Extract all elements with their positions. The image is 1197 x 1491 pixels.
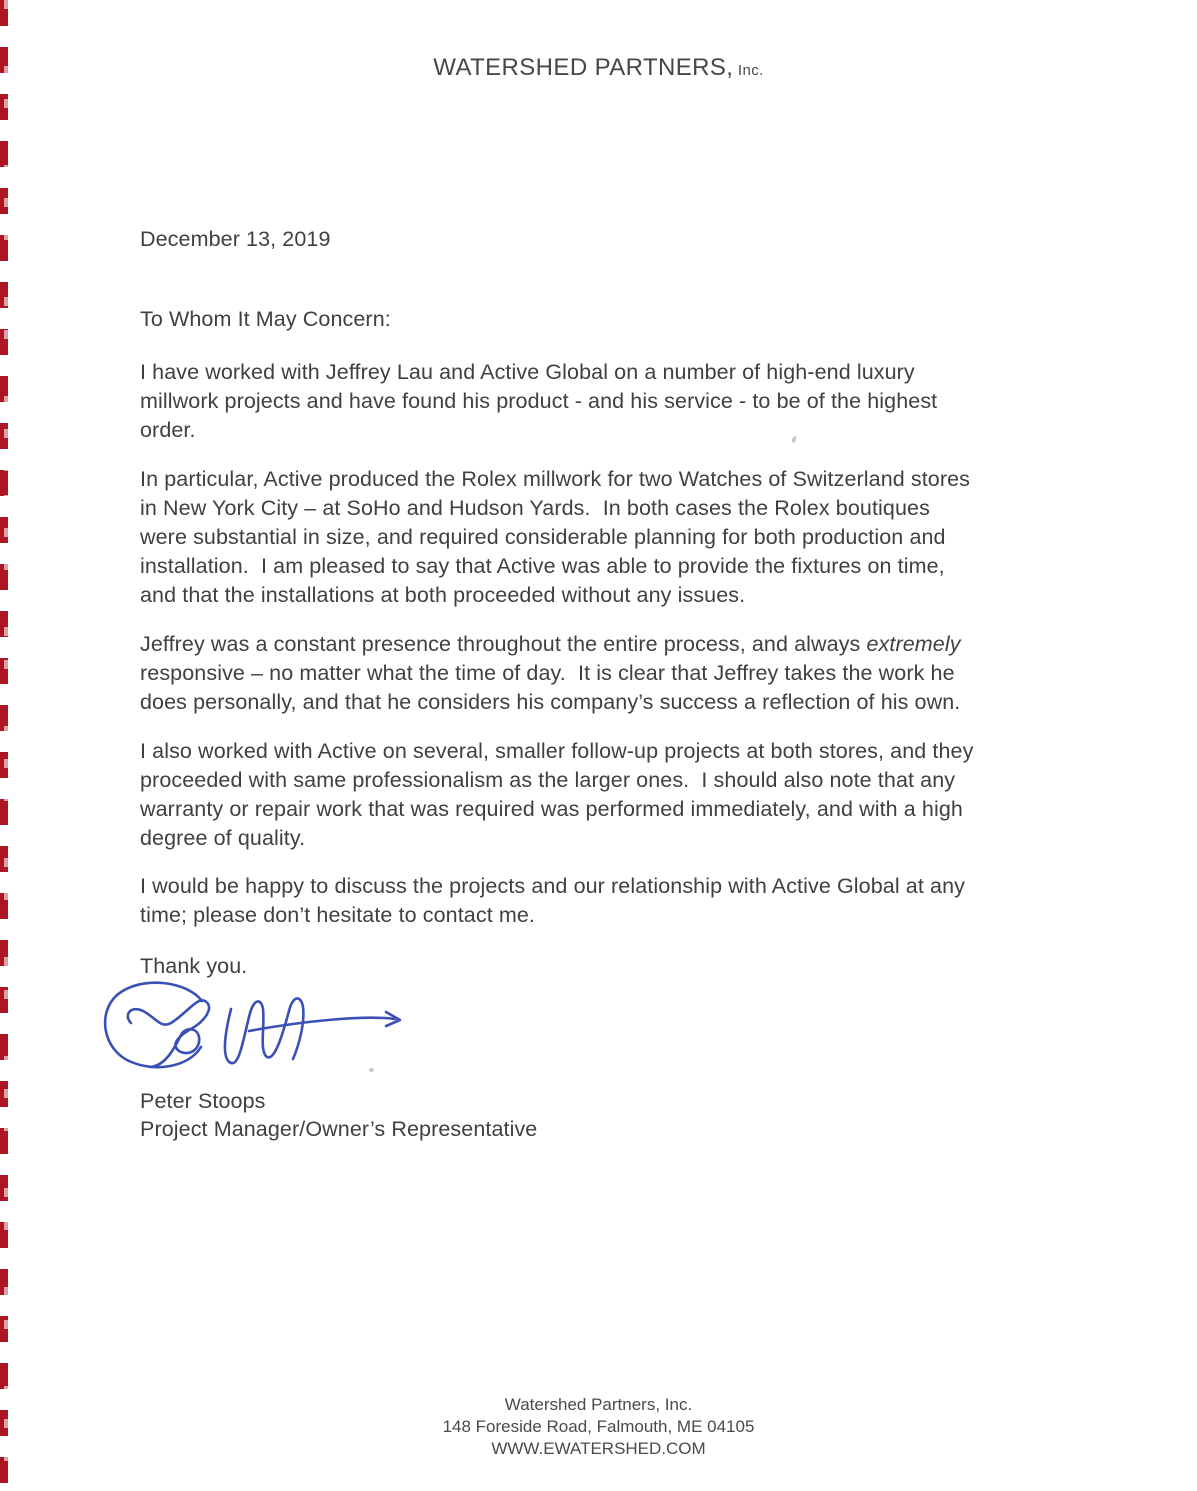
paragraph-line: time; please don’t hesitate to contact me.: [140, 903, 535, 927]
paragraph-line: warranty or repair work that was required was performed immediately, and with a high: [140, 797, 963, 821]
letter-date: December 13, 2019: [140, 227, 331, 251]
footer-website: WWW.EWATERSHED.COM: [491, 1439, 706, 1458]
emphasis-extremely: extremely: [866, 632, 961, 656]
paragraph-line: I would be happy to discuss the projects and our relationship with Active Global at any: [140, 874, 965, 898]
paragraph-line: degree of quality.: [140, 826, 306, 850]
signer-name: Peter Stoops: [140, 1089, 266, 1113]
paragraph-line: responsive – no matter what the time of day. It is clear that Jeffrey takes the work he: [140, 661, 955, 685]
paragraph-line: I have worked with Jeffrey Lau and Active Global on a number of high-end luxury: [140, 360, 915, 384]
paragraph-line: does personally, and that he considers his company’s success a reflection of his own.: [140, 690, 961, 714]
paragraph-3: [140, 630, 961, 717]
paragraph-line: I also worked with Active on several, smaller follow-up projects at both stores, and they: [140, 739, 974, 763]
footer-company: Watershed Partners, Inc.: [504, 1395, 693, 1414]
paragraph-line: proceeded with same professionalism as the larger ones. I should also note that any: [140, 768, 956, 792]
footer: [0, 1394, 1197, 1460]
paragraph-line: In particular, Active produced the Rolex millwork for two Watches of Switzerland stores: [140, 467, 971, 491]
company-letterhead: [0, 54, 1197, 82]
scan-speck: [369, 1068, 374, 1072]
company-name: WATERSHED PARTNERS,: [433, 54, 734, 81]
salutation: To Whom It May Concern:: [140, 307, 391, 331]
paragraph-line: millwork projects and have found his product - and his service - to be of the highest: [140, 389, 938, 413]
paragraph-4: [140, 737, 973, 853]
paragraph-2: [140, 465, 970, 610]
paragraph-line: in New York City – at SoHo and Hudson Yards. In both cases the Rolex boutiques: [140, 496, 930, 520]
signature-block: [140, 1087, 537, 1143]
signature-image: [103, 979, 415, 1083]
footer-address: 148 Foreside Road, Falmouth, ME 04105: [442, 1417, 755, 1436]
paragraph-5: [140, 872, 965, 930]
signer-title: Project Manager/Owner’s Representative: [140, 1117, 538, 1141]
closing: Thank you.: [140, 954, 248, 978]
scan-edge-marks: [0, 0, 8, 1491]
signature-strokes: [105, 983, 400, 1067]
paragraph-line: order.: [140, 418, 196, 442]
paragraph-line: and that the installations at both proceeded without any issues.: [140, 583, 746, 607]
paragraph-line: were substantial in size, and required considerable planning for both production and: [140, 525, 946, 549]
paragraph-line: [140, 630, 961, 659]
company-suffix: Inc.: [733, 62, 764, 79]
paragraph-line: installation. I am pleased to say that Active was able to provide the fixtures on time,: [140, 554, 945, 578]
paragraph-line-text: Jeffrey was a constant presence throughout the entire process, and always: [140, 632, 867, 656]
paragraph-1: [140, 358, 937, 445]
